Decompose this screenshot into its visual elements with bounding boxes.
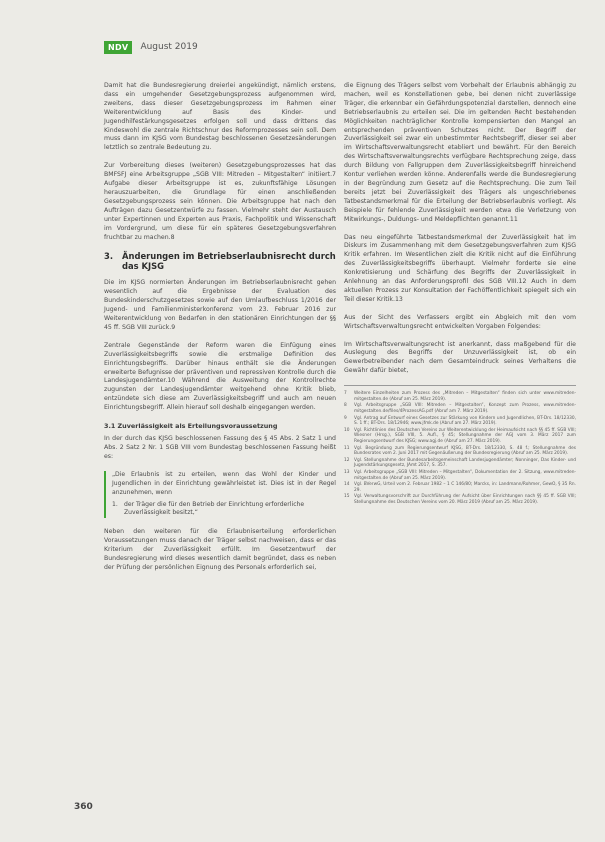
footnote-text: Vgl. Arbeitsgruppe „SGB VIII: Mitreden – Mitgestalten“, Konzept zum Prozess, www.mitreden-mitgestalten.de/files/4ProzessAG.pdf (Abruf am 7. März 2019). (354, 403, 576, 414)
footnote-divider (344, 385, 576, 386)
journal-badge: NDV (104, 41, 132, 54)
footnote-text: Vgl. Verwaltungsvorschrift zur Durchführung der Aufsicht über Einrichtungen nach §§ 45 ff. SGB VIII; Stellungnahme des Deutschen Vereins vom 20. März 2019 (Abruf am 25. März 2019). (354, 494, 576, 505)
footnote (344, 391, 576, 402)
paragraph: Neben den weiteren für die Erlaubniserteilung erforderlichen Voraussetzungen muss danach der Träger selbst nachweisen, dass er das Kriterium der Zuverlässigkeit erfüllt. Im Gesetzentwurf der Bundesregierung wird dieses wesentlich damit begründet, dass es neben der Prüfung der persönlichen Eignung des Personals erforderlich sei, (104, 528, 336, 571)
footnote-number: 15 (344, 494, 350, 500)
paragraph: die Eignung des Trägers selbst vom Vorbehalt der Erlaubnis abhängig zu machen, weil es Konstellationen gebe, bei denen nicht zuverlässige Träger, die erkennbar ein Gefährdungspotenzial darstellen, dennoch eine Betriebserlaubnis zu erteilen sei. Die im geltenden Recht bestehenden Möglichkeiten nachträglicher Kontrolle kompensierten den Mangel an entsprechenden präventiven Schutzes nicht. Der Begriff der Zuverlässigkeit sei zwar ein unbestimmter Rechtsbegriff, dieser sei aber im Wirtschaftsverwaltungsrecht etabliert und bewährt. Für den Bereich des Wirtschaftsverwaltungsrechts verfügbare Rechtsprechung zeige, dass durch Bildung von Fallgruppen dem Zuverlässigkeitsbegriff hinreichend Kontur verliehen werden könne. Anderenfalls werde die Bundesregierung in der Begründung zum Gesetz auf die Rechtsprechung. Die zum Teil bereits jetzt bei Zuverlässigkeit des Trägers als ungeschriebenes Tatbestandsmerkmal für die Erteilung der Betriebserlaubnis vorliegt. Als Beispiele für fehlende Zuverlässigkeit werden etwa die Verletzung von Mitwirkungs-, Duldungs- und Meldepflichten genannt.11 (344, 82, 576, 223)
footnote-text: Vgl. Stellungnahme der Bundesarbeitsgemeinschaft Landesjugendämter; Nonninger, Das Kinder- und Jugendstärkungsgesetz, JAmt 2017, S. 357. (354, 457, 576, 469)
page-number: 360 (74, 802, 93, 812)
paragraph: Im Wirtschaftsverwaltungsrecht ist anerkannt, dass maßgebend für die Auslegung des Begriffs der Unzuverlässigkeit ist, ob ein Gewerbetreibender nach dem Gesamteindruck seines Verhaltens die Gewähr dafür bietet, (344, 340, 576, 375)
quote-text: „Die Erlaubnis ist zu erteilen, wenn das Wohl der Kinder und Jugendlichen in der Einrichtung gewährleistet ist. Dies ist in der Regel anzunehmen, wenn (112, 470, 336, 496)
section-heading (104, 251, 336, 271)
paragraph: Die im KJSG normierten Änderungen im Betriebserlaubnisrecht gehen wesentlich auf die Ergebnisse der Evaluation des Bundeskinderschutzgesetzes sowie auf den Umlaufbeschluss 1/2016 der Jugend- und Familienministerkonferenz vom 23. Februar 2016 zur Weiterentwicklung von Bedarfen in den stationären Einrichtungen der §§ 45 ff. SGB VIII zurück.9 (104, 279, 336, 331)
footnote (344, 458, 576, 469)
footnote-text: Weitere Einzelheiten zum Prozess des „Mitreden – Mitgestalten“ finden sich unter www.mitreden-mitgestalten.de (Abruf am 25. März 2019). (354, 391, 576, 402)
footnote-text: Vgl. Arbeitsgruppe „SGB VIII: Mitreden – Mitgestalten“, Dokumentation der 2. Sitzung, www.mitreden-mitgestalten.de (Abruf am 25. März 2019). (354, 469, 576, 481)
paragraph: Zur Vorbereitung dieses (weiteren) Gesetzgebungsprozesses hat das BMFSFJ eine Arbeitsgruppe „SGB VIII: Mitreden – Mitgestalten“ initiiert.7 Aufgabe dieser Arbeitsgruppe ist es, zukunftsfähige Lösungen herauszuarbeiten, die Grundlage für einen anschließenden Gesetzgebungsprozess sein können. Die Arbeitsgruppe hat nach den Aufträgen dazu Gesetzentwürfe zu fassen. Vielmehr steht der Austausch unter Expertinnen und Experten aus Praxis, Fachpolitik und Wissenschaft im Vordergrund, um diese für ein späteres Gesetzgebungsverfahren fruchtbar zu machen.8 (104, 162, 336, 241)
footnotes (344, 391, 576, 505)
footnote (344, 494, 576, 505)
footnote-number: 9 (344, 415, 347, 421)
quote-list-item (112, 501, 336, 519)
section-number: 3. (104, 251, 114, 262)
footnote-number: 13 (344, 469, 350, 475)
footnote (344, 416, 576, 427)
footnote-text: Vgl. Antrag auf Entwurf eines Gesetzes zur Stärkung von Kindern und Jugendlichen, BT-Drs. 18/12330, S. 1 ff.; BT-Drs. 18/12946; www.jfmk.de (Abruf am 27. März 2019). (354, 415, 576, 427)
paragraph: In der durch das KJSG beschlossenen Fassung des § 45 Abs. 2 Satz 1 und Abs. 2 Satz 2 Nr. 1 SGB VIII vom Bundestag beschlossenen Fassung heißt es: (104, 435, 336, 460)
footnote-number: 11 (344, 445, 350, 451)
page-header (104, 40, 198, 54)
paragraph: Das neu eingeführte Tatbestandsmerkmal der Zuverlässigkeit hat im Diskurs im Zusammenhang mit dem Gesetzgebungsverfahren zum KJSG Kritik erfahren. Im Wesentlichen zielt die Kritik nicht auf die Einführung des Zuverlässigkeitsbegriffs überhaupt. Vielmehr forderte sie eine Konkretisierung und Schärfung des Begriffs der Zuverlässigkeit in Anlehnung an das Anforderungsprofil des SGB VIII.12 Auch in dem aktuellen Prozess zur Konsultation der Fachöffentlichkeit spiegelt sich ein Teil dieser Kritik.13 (344, 233, 576, 303)
footnote-text: Vgl. Begründung zum Regierungsentwurf KJSG, BT-Drs. 18/12330, S. 48 f.; Stellungnahme des Bundesrates vom 2. Juni 2017 mit Gegenäußerung der Bundesregierung (Abruf am 25. März 2019). (354, 445, 576, 457)
paragraph: Zentrale Gegenstände der Reform waren die Einfügung eines Zuverlässigkeitsbegriffs sowie die erstmalige Definition des Einrichtungsbegriffs. Darüber hinaus enthält sie die Änderungen erweiterte Befugnisse der präventiven und repressiven Kontrolle durch die Landesjugendämter.10 Während die Ausweitung der Kontrollrechte zugunsten der Landesjugendämter weitgehend ohne Kritik blieb, entzündete sich diese am Zuverlässigkeitsbegriff und auch am neuen Einrichtungsbegriff. Allein hierauf soll deshalb eingegangen werden. (104, 341, 336, 412)
right-column (344, 82, 576, 506)
left-column (104, 82, 336, 582)
footnote-text: Vgl. Richtlinien des Deutschen Vereins zur Weiterentwicklung der Heimaufsicht nach §§ 45 ff. SGB VIII; Wiesner (Hrsg.), SGB VIII, 5. Aufl., § 45; Stellungnahme der AGJ vom 3. März 2017 zum Regierungsentwurf des KJSG; www.agj.de (Abruf am 27. März 2019). (354, 427, 576, 444)
subsection-heading: 3.1 Zuverlässigkeit als Erteilungsvoraussetzung (104, 422, 278, 431)
footnote (344, 403, 576, 414)
footnote-number: 14 (344, 482, 350, 488)
legal-quote (104, 471, 336, 519)
footnote-number: 10 (344, 427, 350, 433)
paragraph: Aus der Sicht des Verfassers ergibt ein Abgleich mit den vom Wirtschaftsverwaltungsrecht entwickelten Vorgaben Folgendes: (344, 313, 576, 330)
section-title: Änderungen im Betriebserlaubnisrecht durch das KJSG (122, 251, 336, 272)
paragraph: Damit hat die Bundesregierung dreierlei angekündigt, nämlich erstens, dass ein umgehender Gesetzgebungsprozess aufgenommen wird, zweitens, dass dieser Gesetzgebungsprozess im Rahmen einer Weiterentwicklung auf Basis des Kinder- und Jugendhilfestärkungsgesetzes erfolgen soll und dass drittens das Kindeswohl die zentrale Richtschnur des Reformprozesses sein soll. Dem muss dann im KJSG vom Bundestag beschlossenen Gesetzesänderungen letztlich so zentrale Bedeutung zu. (104, 82, 336, 152)
quote-item-text: der Träger die für den Betrieb der Einrichtung erforderliche Zuverlässigkeit besitzt,“ (124, 500, 305, 517)
issue-date: August 2019 (140, 42, 198, 52)
footnote-number: 12 (344, 457, 350, 463)
footnote (344, 470, 576, 481)
footnote (344, 428, 576, 445)
quote-item-number: 1. (112, 500, 118, 508)
footnote-number: 8 (344, 403, 347, 409)
footnote (344, 482, 576, 493)
footnote-number: 7 (344, 391, 347, 397)
footnote-text: Vgl. BVerwG, Urteil vom 2. Februar 1982 – 1 C 146/80; Marcks, in: Landmann/Rohmer, GewO, § 35 Rn. 29. (354, 482, 576, 493)
footnote (344, 446, 576, 457)
